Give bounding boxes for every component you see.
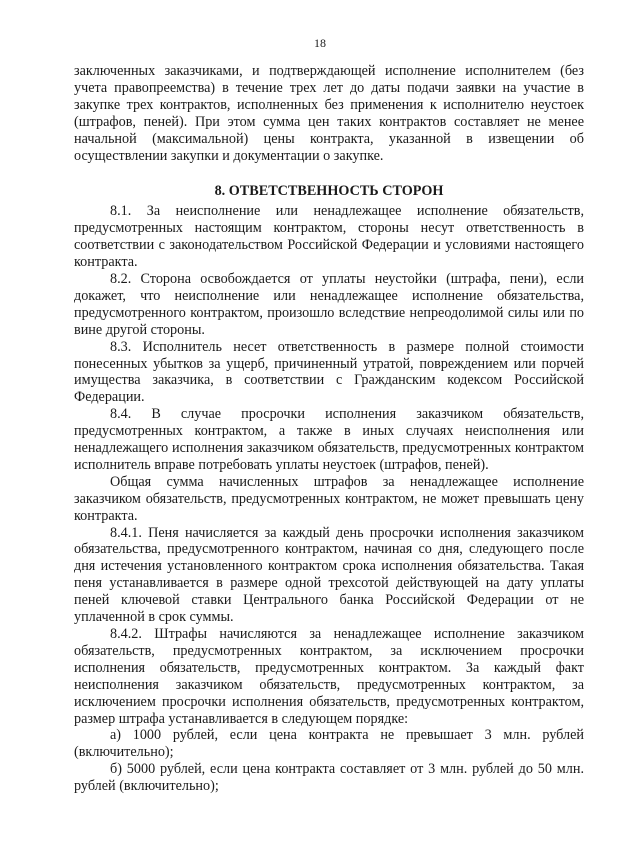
paragraph-continuation: заключенных заказчиками, и подтверждающей исполнение исполнителем (без учета правопреемства) в течение трех лет до даты подачи заявки на участие в закупке трех контрактов, исполненных без применения к исполнителю неустоек (штрафов, пеней). При этом сумма цен таких контрактов составляет не менее начальной (максимальной) цены контракта, указанной в извещении об осуществлении закупки и документации о закупке. [74,63,584,164]
paragraph-8-1: 8.1. За неисполнение или ненадлежащее исполнение обязательств, предусмотренных настоящим контрактом, стороны несут ответственность в соответствии с законодательством Российской Федерации и условиями настоящего контракта. [74,203,584,271]
page-number: 18 [314,36,326,50]
paragraph-8-4-1: 8.4.1. Пеня начисляется за каждый день просрочки исполнения заказчиком обязательства, предусмотренного контрактом, начиная со дня, следующего после дня истечения установленного контрактом срока исполнения обязательства. Такая пеня устанавливается в размере одной трехсотой действующей на дату уплаты пеней ключевой ставки Центрального банка Российской Федерации от не уплаченной в срок суммы. [74,524,584,626]
document-body [74,63,584,795]
list-item-b: б) 5000 рублей, если цена контракта составляет от 3 млн. рублей до 50 млн. рублей (включительно); [74,761,584,795]
paragraph-8-4: 8.4. В случае просрочки исполнения заказчиком обязательств, предусмотренных контрактом, а также в иных случаях неисполнения или ненадлежащего исполнения заказчиком обязательств, предусмотренных контрактом исполнитель вправе потребовать уплаты неустоек (штрафов, пеней). [74,406,584,473]
paragraph-total-penalties: Общая сумма начисленных штрафов за ненадлежащее исполнение заказчиком обязательств, предусмотренных контрактом, не может превышать цену контракта. [74,473,584,524]
paragraph-8-3: 8.3. Исполнитель несет ответственность в размере полной стоимости понесенных убытков за ущерб, причиненный утратой, повреждением или порчей имущества заказчика, в соответствии с Гражданским кодексом Российской Федерации. [74,338,584,406]
list-item-a: а) 1000 рублей, если цена контракта не превышает 3 млн. рублей (включительно); [74,727,584,761]
paragraph-8-2: 8.2. Сторона освобождается от уплаты неустойки (штрафа, пени), если докажет, что неисполнение или ненадлежащее исполнение обязательства, предусмотренного контрактом, произошло вследствие непреодолимой силы или по вине другой стороны. [74,270,584,338]
section-title: 8. ОТВЕТСТВЕННОСТЬ СТОРОН [214,183,444,200]
paragraph-8-4-2: 8.4.2. Штрафы начисляются за ненадлежащее исполнение заказчиком обязательств, предусмотренных контрактом, за исключением просрочки исполнения обязательств, предусмотренных контрактом. За каждый факт неисполнения заказчиком обязательств, предусмотренных контрактом, за исключением просрочки исполнения обязательств, предусмотренных контрактом, размер штрафа устанавливается в следующем порядке: [74,626,584,727]
